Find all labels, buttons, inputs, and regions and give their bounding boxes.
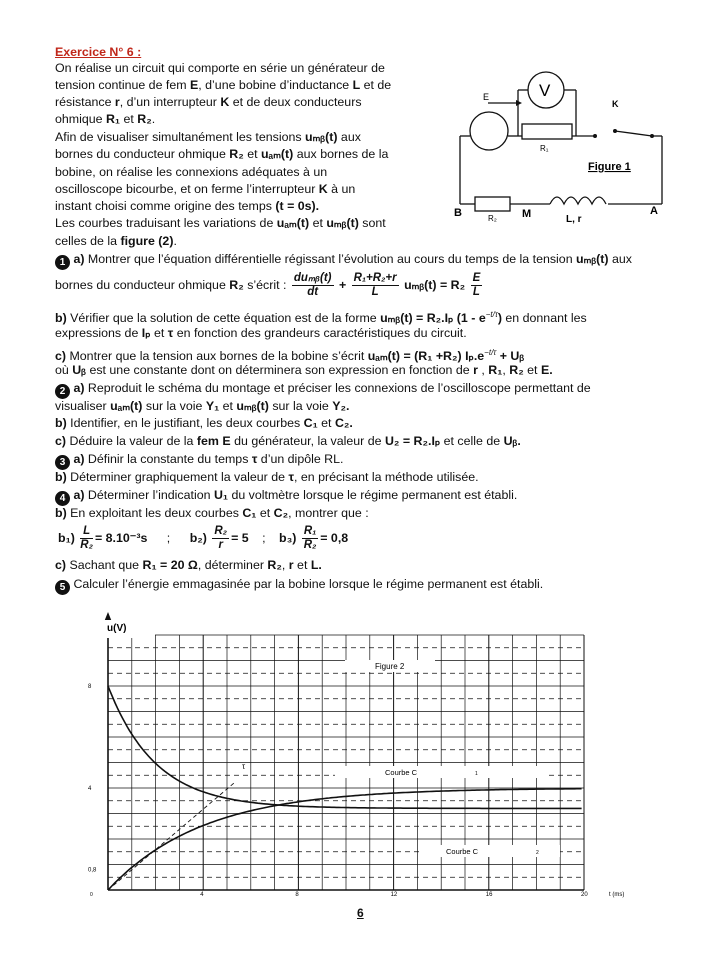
page-number: 6	[357, 906, 364, 920]
x-tick-label: 8	[295, 892, 299, 898]
label-e: E	[483, 92, 490, 102]
x-tick-label: 4	[200, 892, 204, 898]
text-line: où Uᵦ est une constante dont on déterminera son expression en fonction de r , R₁, R₂ et E.	[55, 363, 553, 377]
question-1a: 1 a) Montrer que l’équation différentielle régissant l’évolution au cours du temps de la tension uₘᵦ(t) aux	[55, 251, 632, 270]
text-line: On réalise un circuit qui comporte en série un générateur de	[55, 61, 385, 75]
question-4c: c) Sachant que R₁ = 20 Ω, déterminer R₂, r et L.	[55, 558, 322, 572]
y-tick-label: 4	[88, 786, 92, 792]
curve-label-box	[420, 845, 560, 857]
fraction: $\frac{E}{L}$	[472, 272, 481, 298]
x-axis-label: t (ms)	[609, 892, 625, 898]
question-3b: b) Déterminer graphiquement la valeur de τ, en précisant la méthode utilisée.	[55, 470, 479, 484]
question-1b: b) Vérifier que la solution de cette équation est de la forme uₘᵦ(t) = R₂.Iₚ $(1 - e^{-t/\tau})$ en donnant les	[55, 310, 587, 326]
question-5: 5 Calculer l’énergie emmagasinée par la bobine lorsque le régime permanent est établi.	[55, 576, 543, 595]
arrow-head	[516, 100, 522, 106]
chart	[0, 600, 720, 900]
label-lr: L, r	[566, 214, 582, 225]
number-badge: 1	[55, 255, 70, 270]
y-tick-label: 8	[88, 684, 92, 690]
fraction: $\frac{L}{\text{R₂}}$	[80, 525, 93, 552]
circuit-diagram	[440, 58, 680, 233]
label-r1: R₁	[540, 144, 549, 153]
text-line: bobine, on réalise les connexions adéquates à un	[55, 165, 328, 179]
label-b: B	[454, 207, 462, 219]
text-line: visualiser uₐₘ(t) sur la voie Y₁ et uₘᵦ(t) sur la voie Y₂.	[55, 399, 350, 413]
text-line: résistance r, d’un interrupteur K et de deux conducteurs	[55, 95, 362, 109]
question-3a: 3 a) Définir la constante du temps τ d’un dipôle RL.	[55, 451, 343, 470]
text-line: tension continue de fem E, d’une bobine d’inductance L et de	[55, 78, 392, 92]
tangent-line	[108, 783, 234, 890]
question-2c: c) Déduire la valeur de la fem E du générateur, la valeur de U₂ = R₂.Iₚ et celle de Uᵦ.	[55, 434, 521, 448]
switch-contact	[650, 134, 654, 138]
exercise-title: Exercice N° 6 :	[55, 45, 142, 59]
text-line: ohmique R₁ et R₂.	[55, 112, 156, 126]
label-m: M	[522, 208, 532, 220]
x-tick-label: 16	[485, 892, 493, 898]
question-1c: c) Montrer que la tension aux bornes de la bobine s’écrit uₐₘ(t) = (R₁ +R₂) $I_p.e^{-t/\tau}$ + Uᵦ	[55, 348, 525, 364]
question-4b: b) En exploitant les deux courbes C₁ et C₂, montrer que :	[55, 506, 369, 520]
question-2a: 2 a) Reproduit le schéma du montage et préciser les connexions de l’oscilloscope permettant de	[55, 380, 591, 399]
ratios-line: b₁) $\frac{L}{\text{R₂}}$ = 8.10⁻³s ; b₂) $\frac{\text{R₂}}{r}$ = 5 ; b₃) $\frac{\text{R₁}}{\text{R₂}}$ = 0,8	[58, 525, 349, 552]
text-line: Les courbes traduisant les variations de uₐₘ(t) et uₘᵦ(t) sont	[55, 216, 386, 230]
switch-contact	[613, 129, 617, 133]
fraction: $\frac{\text{duₘᵦ(t)}}{dt}$	[293, 272, 332, 298]
series-label-suffix: 1	[475, 771, 478, 777]
curve-label-box	[335, 766, 545, 778]
text-line: bornes du conducteur ohmique R₂ et uₐₘ(t) aux bornes de la	[55, 147, 389, 161]
label-v: V	[539, 81, 551, 100]
y-tick-label: 0,8	[88, 867, 97, 874]
chart-title: Figure 2	[375, 662, 405, 671]
x-tick-label: 12	[390, 892, 398, 898]
fraction: $\frac{\text{R₂}}{r}$	[214, 525, 228, 552]
switch-lever	[615, 131, 652, 136]
text-line: expressions de Iₚ et τ en fonction des grandeurs caractéristiques du circuit.	[55, 326, 467, 340]
fraction: $\frac{\text{R₁}}{\text{R₂}}$	[303, 525, 317, 552]
tau-annotation: τ	[242, 762, 246, 771]
text-line: oscilloscope bicourbe, et on ferme l’interrupteur K à un	[55, 182, 356, 196]
x-tick-label: 20	[581, 892, 588, 898]
question-4a: 4 a) Déterminer l’indication U₁ du voltmètre lorsque le régime permanent est établi.	[55, 487, 517, 506]
fraction: $\frac{\text{R₁+R₂+r}}{L}$	[353, 272, 397, 298]
label-a: A	[650, 205, 658, 217]
chart-labels	[88, 620, 624, 898]
resistor-r2	[475, 197, 510, 211]
number-badge: 2	[55, 384, 70, 399]
label-r2: R₂	[488, 214, 497, 223]
label-k: K	[612, 99, 619, 109]
figure-1-label: Figure 1	[588, 161, 631, 173]
equation-line: bornes du conducteur ohmique R₂ s’écrit : $\frac{\text{duₘᵦ(t)}}{dt}$ + $\frac{\text{R₁+R₂+r}}{L}$ uₘᵦ(t) = R₂ $\frac{E}{L}$	[55, 272, 481, 298]
coil-symbol	[550, 197, 606, 204]
resistor-r1	[522, 124, 572, 139]
series-label: Courbe C	[385, 768, 418, 777]
series-label: Courbe C	[446, 847, 479, 856]
switch-contact	[593, 134, 597, 138]
text-line: instant choisi comme origine des temps (t = 0s).	[55, 199, 320, 213]
series-label-suffix: 2	[536, 850, 539, 856]
generator-symbol	[470, 112, 508, 150]
text-line: Afin de visualiser simultanément les tensions uₘᵦ(t) aux	[55, 130, 361, 144]
number-badge: 4	[55, 491, 70, 506]
question-2b: b) Identifier, en le justifiant, les deux courbes C₁ et C₂.	[55, 416, 353, 430]
text-line: celles de la figure (2).	[55, 234, 177, 248]
number-badge: 3	[55, 455, 70, 470]
y-axis-label: u(V)	[107, 623, 127, 634]
number-badge: 5	[55, 580, 70, 595]
origin-label: 0	[90, 892, 93, 898]
